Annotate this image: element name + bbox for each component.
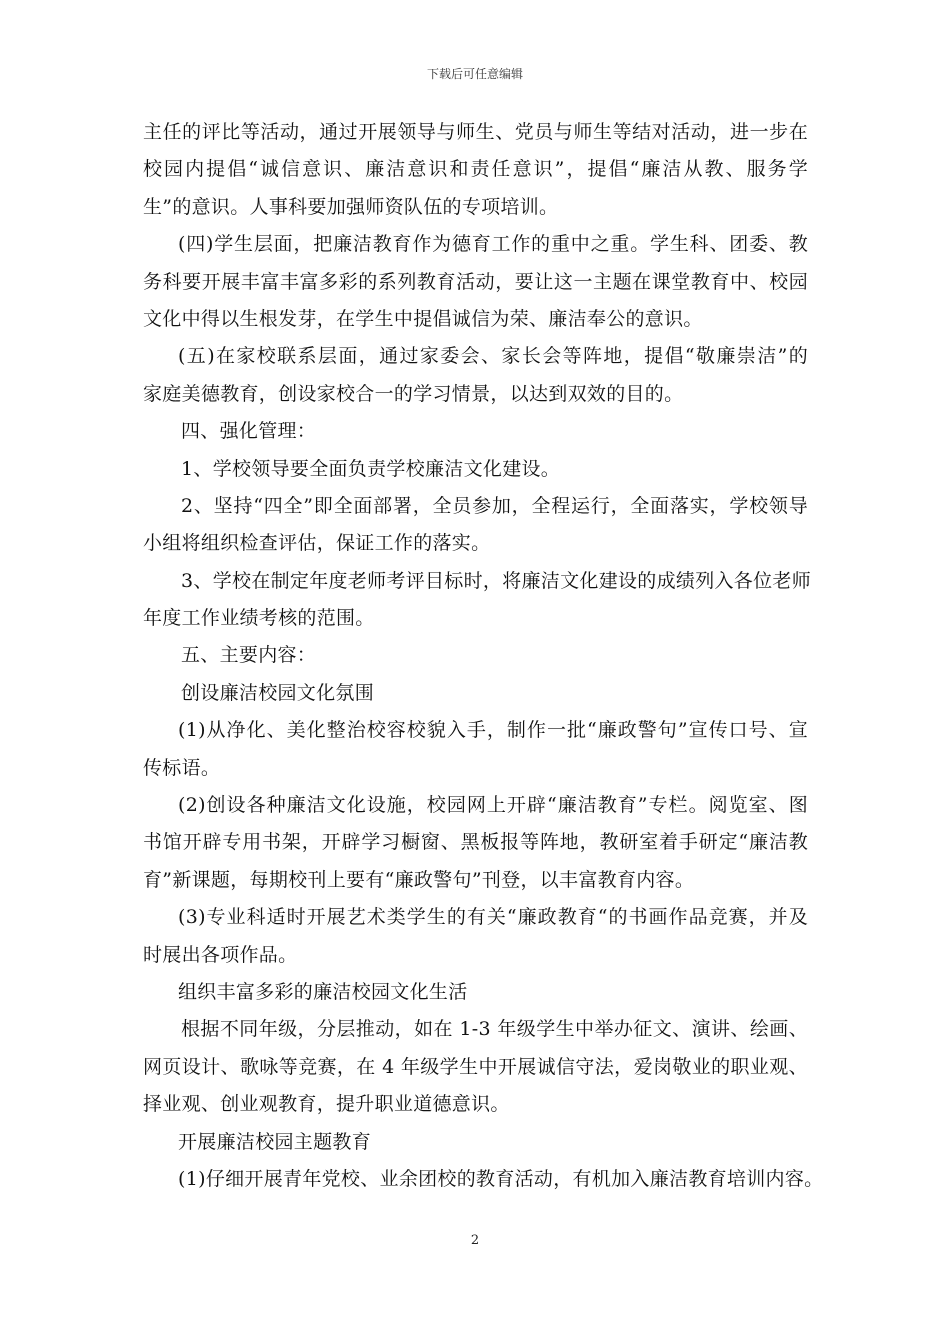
text-line: 年度工作业绩考核的范围。: [143, 607, 375, 630]
section-heading: 四、强化管理：: [181, 420, 317, 443]
body-text: [143, 114, 824, 1198]
text-line: 传标语。: [143, 756, 221, 779]
page-header: 下载后可任意编辑: [426, 67, 523, 81]
text-line: 校园内提倡“诚信意识、廉洁意识和责任意识”，提倡“廉洁从教、服务学: [143, 158, 808, 181]
text-line: (1)仔细开展青年党校、业余团校的教育活动，有机加入廉洁教育培训内容。: [178, 1167, 824, 1190]
text-line: 网页设计、歌咏等竞赛，在 4 年级学生中开展诚信守法，爱岗敬业的职业观、: [143, 1055, 808, 1078]
subsection-heading: 组织丰富多彩的廉洁校园文化生活: [178, 980, 468, 1003]
subsection-heading: 开展廉洁校园主题教育: [178, 1130, 372, 1153]
text-line: 3、学校在制定年度老师考评目标时，将廉洁文化建设的成绩列入各位老师: [181, 569, 811, 592]
text-line: 择业观、创业观教育，提升职业道德意识。: [143, 1093, 510, 1116]
text-line: 育”新课题，每期校刊上要有“廉政警句”刊登，以丰富教育内容。: [143, 868, 695, 891]
text-line: 时展出各项作品。: [143, 943, 298, 966]
text-line: 2、坚持“四全”即全面部署，全员参加，全程运行，全面落实，学校领导: [181, 494, 808, 517]
text-line: (五)在家校联系层面，通过家委会、家长会等阵地，提倡“敬廉崇洁”的: [178, 345, 808, 368]
text-line: 1、学校领导要全面负责学校廉洁文化建设。: [181, 457, 561, 480]
text-line: 书馆开辟专用书架，开辟学习橱窗、黑板报等阵地，教研室着手研定“廉洁教: [143, 831, 808, 854]
text-line: (2)创设各种廉洁文化设施，校园网上开辟“廉洁教育”专栏。阅览室、图: [178, 794, 808, 817]
text-line: 家庭美德教育，创设家校合一的学习情景，以达到双效的目的。: [143, 382, 684, 405]
text-line: 小组将组织检查评估，保证工作的落实。: [143, 532, 491, 555]
page-number: 2: [470, 1233, 480, 1248]
text-line: 根据不同年级，分层推动，如在 1-3 年级学生中举办征文、演讲、绘画、: [181, 1018, 808, 1041]
text-line: 务科要开展丰富丰富多彩的系列教育活动，要让这一主题在课堂教育中、校园: [143, 270, 808, 293]
text-line: 文化中得以生根发芽，在学生中提倡诚信为荣、廉洁奉公的意识。: [143, 307, 703, 330]
text-line: (3)专业科适时开展艺术类学生的有关“廉政教育“的书画作品竞赛，并及: [178, 906, 808, 929]
text-line: (1)从净化、美化整治校容校貌入手，制作一批“廉政警句”宣传口号、宣: [178, 719, 808, 742]
text-line: 生”的意识。人事科要加强师资队伍的专项培训。: [143, 195, 559, 218]
section-heading: 五、主要内容：: [181, 644, 317, 667]
subsection-heading: 创设廉洁校园文化氛围: [181, 681, 375, 704]
text-line: (四)学生层面，把廉洁教育作为德育工作的重中之重。学生科、团委、教: [178, 233, 808, 256]
text-line: 主任的评比等活动，通过开展领导与师生、党员与师生等结对活动，进一步在: [143, 121, 808, 143]
